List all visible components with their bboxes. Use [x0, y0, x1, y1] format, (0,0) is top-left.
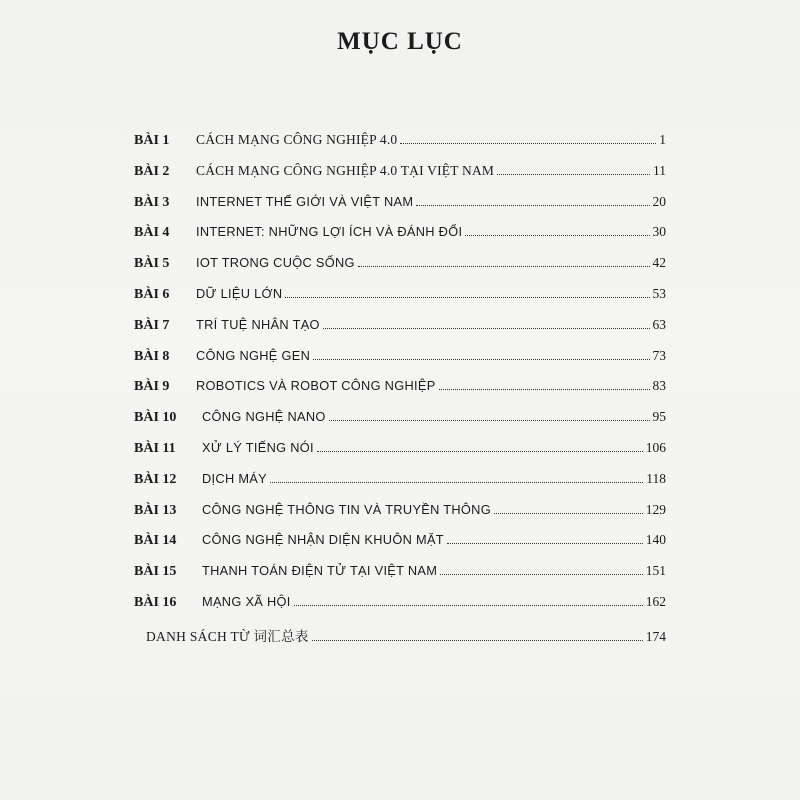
page-number: 20 — [652, 193, 666, 209]
dot-leader — [329, 420, 650, 421]
lesson-number: BÀI 16 — [134, 594, 177, 610]
toc-row — [134, 532, 666, 563]
dot-leader — [400, 143, 656, 144]
toc-row — [134, 502, 666, 533]
page-number: 95 — [652, 409, 666, 425]
toc-row — [134, 317, 666, 348]
toc-row — [134, 378, 666, 409]
toc-row — [134, 194, 666, 225]
lesson-number: BÀI 11 — [134, 440, 176, 456]
dot-leader — [416, 205, 649, 206]
page-number: 162 — [645, 593, 666, 609]
toc-row — [134, 163, 666, 194]
page-number: 106 — [645, 439, 666, 455]
page-number: 174 — [645, 628, 666, 644]
lesson-number: BÀI 8 — [134, 348, 170, 364]
toc-row — [134, 132, 666, 163]
dot-leader — [439, 389, 650, 390]
lesson-number: BÀI 15 — [134, 564, 177, 580]
toc-row — [134, 348, 666, 379]
lesson-title: CÁCH MẠNG CÔNG NGHIỆP 4.0 TẠI VIỆT NAM — [196, 162, 495, 178]
page-number: 53 — [652, 285, 666, 301]
toc-row — [134, 563, 666, 594]
dot-leader — [497, 174, 650, 175]
lesson-title: CÔNG NGHỆ NHẬN DIỆN KHUÔN MẶT — [202, 532, 444, 548]
lesson-title: CÔNG NGHỆ THÔNG TIN VÀ TRUYỀN THÔNG — [202, 501, 491, 517]
page-number: 151 — [645, 563, 666, 579]
lesson-title: TRÍ TUỆ NHÂN TẠO — [196, 316, 320, 332]
table-of-contents — [134, 132, 666, 656]
lesson-title: INTERNET: NHỮNG LỢI ÍCH VÀ ĐÁNH ĐỔI — [196, 224, 463, 240]
dot-leader — [323, 328, 650, 329]
vocabulary-title: DANH SÁCH TỪ 词汇总表 — [146, 628, 309, 644]
lesson-title: CÔNG NGHỆ NANO — [202, 409, 326, 425]
dot-leader — [312, 640, 643, 641]
page-number: 73 — [652, 347, 666, 363]
lesson-number: BÀI 9 — [134, 379, 170, 395]
lesson-number: BÀI 13 — [134, 502, 177, 518]
lesson-title: CÔNG NGHỆ GEN — [196, 347, 311, 363]
page-number: 83 — [652, 378, 666, 394]
lesson-number: BÀI 3 — [134, 194, 170, 210]
lesson-title: ROBOTICS VÀ ROBOT CÔNG NGHIỆP — [196, 378, 436, 394]
dot-leader — [313, 359, 649, 360]
page-number: 1 — [659, 132, 666, 147]
lesson-title: MẠNG XÃ HỘI — [202, 593, 291, 609]
page-number: 63 — [652, 316, 666, 332]
lesson-number: BÀI 1 — [134, 133, 170, 148]
lesson-title: DỮ LIỆU LỚN — [196, 285, 283, 301]
dot-leader — [294, 605, 643, 606]
dot-leader — [358, 266, 650, 267]
lesson-title: CÁCH MẠNG CÔNG NGHIỆP 4.0 — [196, 132, 398, 147]
dot-leader — [447, 543, 643, 544]
lesson-number: BÀI 5 — [134, 256, 170, 272]
toc-row — [134, 255, 666, 286]
toc-row — [134, 440, 666, 471]
toc-row — [134, 471, 666, 502]
dot-leader — [440, 574, 643, 575]
lesson-number: BÀI 7 — [134, 317, 170, 333]
toc-row — [134, 286, 666, 317]
lesson-number: BÀI 6 — [134, 286, 170, 302]
dot-leader — [285, 297, 649, 298]
page-number: 118 — [646, 470, 666, 486]
toc-row — [134, 594, 666, 625]
lesson-title: THANH TOÁN ĐIỆN TỬ TẠI VIỆT NAM — [202, 563, 438, 579]
lesson-number: BÀI 2 — [134, 163, 170, 179]
lesson-title: DỊCH MÁY — [202, 470, 267, 486]
page-number: 30 — [652, 224, 666, 240]
dot-leader — [317, 451, 643, 452]
page-number: 140 — [645, 532, 666, 548]
lesson-number: BÀI 14 — [134, 533, 177, 549]
page-title: MỤC LỤC — [337, 28, 463, 55]
lesson-title: XỬ LÝ TIẾNG NÓI — [202, 439, 314, 455]
page-number: 42 — [652, 255, 666, 271]
lesson-title: IOT TRONG CUỘC SỐNG — [196, 255, 355, 271]
page-number: 11 — [653, 162, 666, 178]
page-number: 129 — [645, 501, 666, 517]
toc-row-vocabulary — [146, 625, 666, 656]
toc-row — [134, 409, 666, 440]
lesson-number: BÀI 10 — [134, 410, 177, 426]
lesson-title: INTERNET THẾ GIỚI VÀ VIỆT NAM — [196, 193, 414, 209]
dot-leader — [270, 482, 643, 483]
toc-row — [134, 224, 666, 255]
lesson-number: BÀI 4 — [134, 225, 170, 241]
dot-leader — [465, 235, 649, 236]
lesson-number: BÀI 12 — [134, 471, 177, 487]
dot-leader — [494, 513, 643, 514]
